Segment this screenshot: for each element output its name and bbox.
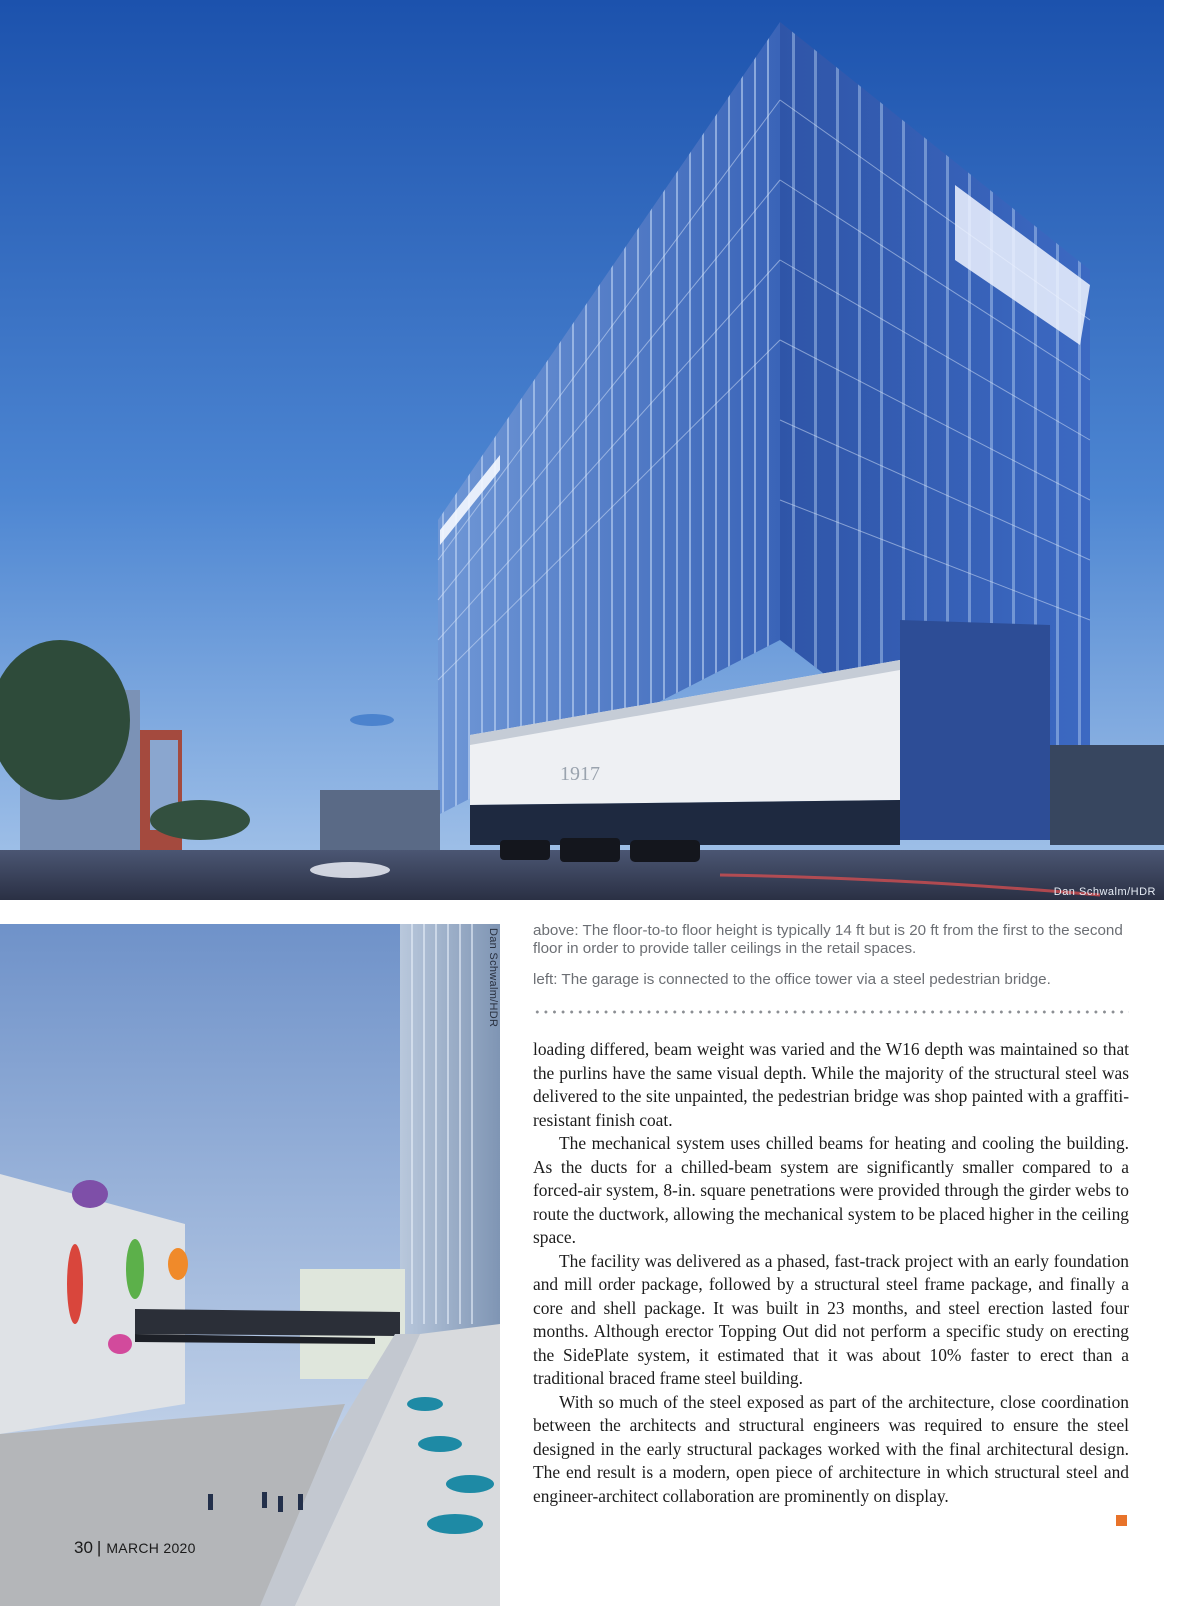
end-of-article-mark bbox=[1116, 1515, 1127, 1526]
article-paragraph: The facility was delivered as a phased, fast-track project with an early foundation and mill order package, followed by a structural steel frame package, and finally a core and shell package. It was built in 23 months, and steel erection lasted four months. Although erector Topping Out did not perform a specific study on erecting the SidePlate system, it estimated that it was about 10% faster to erect than a traditional braced frame steel building. bbox=[533, 1250, 1129, 1388]
photo-credit-top: Dan Schwalm/HDR bbox=[1053, 886, 1156, 898]
page-number: 30 bbox=[74, 1538, 93, 1557]
article-body bbox=[533, 1038, 1129, 1508]
page-footer bbox=[74, 1538, 196, 1558]
article-paragraph: With so much of the steel exposed as part of the architecture, close coordination between the architects and structural engineers was required to ensure the steel designed in the early structural packages worked with the final architectural design. The end result is a modern, open piece of architecture in which structural steel and engineer-architect collaboration are prominently on display. bbox=[533, 1391, 1129, 1506]
article-paragraph: loading differed, beam weight was varied and the W16 depth was maintained so that the purlins have the same visual depth. While the majority of the structural steel was delivered to the site unpainted, the pedestrian bridge was shop painted with a graffiti-resistant finish coat. bbox=[533, 1039, 1129, 1130]
folio-separator: | bbox=[96, 1538, 102, 1557]
pedestrian-bridge-photo bbox=[0, 924, 500, 1606]
bottom-photo bbox=[0, 924, 500, 1606]
issue-date: MARCH 2020 bbox=[106, 1540, 196, 1556]
caption-above: above: The floor-to-to floor height is typically 14 ft but is 20 ft from the first to the second floor in order to provide taller ceilings in the retail spaces. bbox=[533, 922, 1123, 957]
article-paragraph: The mechanical system uses chilled beams for heating and cooling the building. As the ducts for a chilled-beam system are significantly smaller compared to a forced-air system, 8-in. square penetrations were provided through the girder webs to route the ductwork, allowing the mechanical system to be placed higher in the ceiling space. bbox=[533, 1133, 1129, 1247]
photo-captions bbox=[533, 922, 1129, 1002]
building-number: 1917 bbox=[560, 763, 600, 785]
dotted-divider bbox=[533, 1010, 1129, 1014]
caption-left: left: The garage is connected to the office tower via a steel pedestrian bridge. bbox=[533, 971, 1051, 988]
photo-credit-bottom: Dan Schwalm/HDR bbox=[487, 928, 499, 1028]
